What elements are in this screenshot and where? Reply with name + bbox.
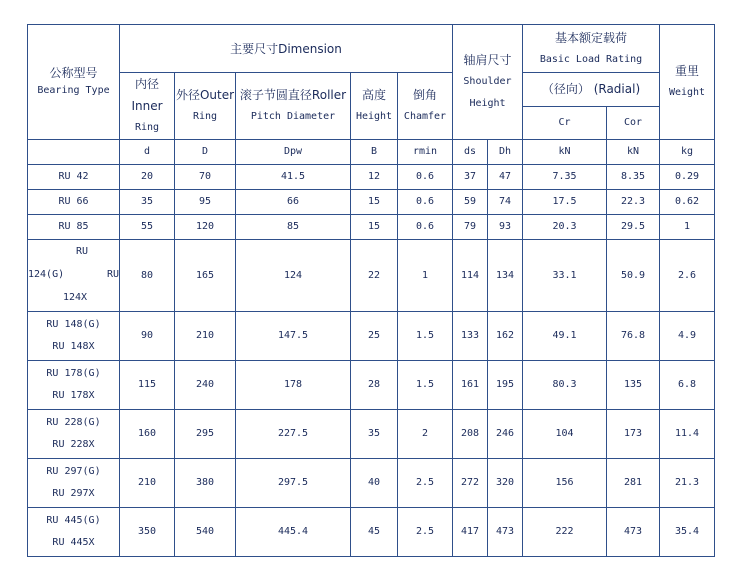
- header-type-zh: 公称型号: [49, 66, 98, 80]
- table-row: [28, 410, 715, 459]
- symbol-cell: Dh: [488, 140, 523, 165]
- value-cell: 80.3: [523, 361, 607, 410]
- value-cell: 2.6: [660, 240, 715, 312]
- header-load-en: Basic Load Rating: [539, 53, 643, 65]
- bearing-type-cell: RU 42: [28, 165, 120, 190]
- value-cell: 281: [607, 459, 660, 508]
- value-cell: 133: [453, 312, 488, 361]
- value-cell: 320: [488, 459, 523, 508]
- value-cell: 165: [175, 240, 236, 312]
- header-radial: （径向） (Radial): [523, 73, 660, 107]
- value-cell: 0.6: [398, 190, 453, 215]
- value-cell: 37: [453, 165, 488, 190]
- value-cell: 104: [523, 410, 607, 459]
- value-cell: 0.29: [660, 165, 715, 190]
- header-chamfer-zh: 倒角: [412, 88, 437, 102]
- value-cell: 115: [120, 361, 175, 410]
- bearing-type-line: RU: [76, 246, 89, 257]
- header-shoulder-en2: Height: [469, 98, 506, 109]
- value-cell: 15: [351, 215, 398, 240]
- header-inner-bottom: Ring: [134, 122, 160, 133]
- header-shoulder-en1: Shoulder: [463, 76, 512, 87]
- value-cell: 473: [488, 508, 523, 557]
- value-cell: 7.35: [523, 165, 607, 190]
- header-shoulder: [453, 25, 523, 140]
- value-cell: 28: [351, 361, 398, 410]
- value-cell: 0.62: [660, 190, 715, 215]
- value-cell: 40: [351, 459, 398, 508]
- bearing-type-line: RU 178(G): [46, 368, 101, 379]
- value-cell: 156: [523, 459, 607, 508]
- header-outer-bottom: Ring: [192, 111, 218, 122]
- bearing-type-cell: [28, 459, 120, 508]
- value-cell: 47: [488, 165, 523, 190]
- value-cell: 272: [453, 459, 488, 508]
- header-weight-en: Weight: [668, 87, 706, 98]
- value-cell: 295: [175, 410, 236, 459]
- header-pitch-top: 滚子节圆直径Roller: [239, 88, 347, 102]
- symbol-cell: rmin: [398, 140, 453, 165]
- bearing-type-cell: RU 85: [28, 215, 120, 240]
- value-cell: 350: [120, 508, 175, 557]
- value-cell: 22.3: [607, 190, 660, 215]
- bearing-type-line: RU 297X: [52, 488, 95, 499]
- value-cell: 79: [453, 215, 488, 240]
- value-cell: 35: [351, 410, 398, 459]
- value-cell: 20.3: [523, 215, 607, 240]
- value-cell: 70: [175, 165, 236, 190]
- bearing-type-line: RU 228X: [52, 439, 95, 450]
- value-cell: 6.8: [660, 361, 715, 410]
- bearing-type-cell: [28, 410, 120, 459]
- header-shoulder-zh: 轴肩尺寸: [463, 53, 512, 67]
- table-row: [28, 190, 715, 215]
- value-cell: 147.5: [236, 312, 351, 361]
- value-cell: 12: [351, 165, 398, 190]
- value-cell: 162: [488, 312, 523, 361]
- value-cell: 445.4: [236, 508, 351, 557]
- value-cell: 160: [120, 410, 175, 459]
- header-chamfer: [398, 73, 453, 140]
- bearing-type-line: 124(G): [28, 269, 65, 280]
- bearing-type-line: RU 445(G): [46, 515, 101, 526]
- value-cell: 297.5: [236, 459, 351, 508]
- symbol-cell: Dpw: [236, 140, 351, 165]
- header-type-en: Bearing Type: [37, 85, 110, 96]
- bearing-type-line: RU 148X: [52, 341, 95, 352]
- value-cell: 195: [488, 361, 523, 410]
- header-outer-ring: [175, 73, 236, 140]
- symbol-cell: kg: [660, 140, 715, 165]
- value-cell: 8.35: [607, 165, 660, 190]
- value-cell: 1: [398, 240, 453, 312]
- value-cell: 93: [488, 215, 523, 240]
- header-outer-top: 外径Outer: [175, 88, 235, 102]
- value-cell: 85: [236, 215, 351, 240]
- value-cell: 135: [607, 361, 660, 410]
- bearing-spec-table: [27, 24, 715, 557]
- value-cell: 178: [236, 361, 351, 410]
- value-cell: 11.4: [660, 410, 715, 459]
- value-cell: 210: [175, 312, 236, 361]
- value-cell: 45: [351, 508, 398, 557]
- value-cell: 66: [236, 190, 351, 215]
- value-cell: 55: [120, 215, 175, 240]
- table-row: [28, 312, 715, 361]
- bearing-type-line: 124X: [63, 292, 88, 303]
- value-cell: 35.4: [660, 508, 715, 557]
- value-cell: 25: [351, 312, 398, 361]
- header-inner-ring: [120, 73, 175, 140]
- value-cell: 134: [488, 240, 523, 312]
- value-cell: 15: [351, 190, 398, 215]
- header-load-rating: [523, 25, 660, 73]
- symbol-row: [28, 140, 715, 165]
- table-row: [28, 165, 715, 190]
- value-cell: 20: [120, 165, 175, 190]
- bearing-type-line: RU 445X: [52, 537, 95, 548]
- value-cell: 222: [523, 508, 607, 557]
- header-weight-zh: 重里: [674, 64, 699, 78]
- value-cell: 49.1: [523, 312, 607, 361]
- value-cell: 22: [351, 240, 398, 312]
- value-cell: 0.6: [398, 215, 453, 240]
- bearing-type-cell: [28, 240, 120, 312]
- value-cell: 95: [175, 190, 236, 215]
- value-cell: 80: [120, 240, 175, 312]
- symbol-cell-empty: [28, 140, 120, 165]
- value-cell: 114: [453, 240, 488, 312]
- value-cell: 59: [453, 190, 488, 215]
- header-inner-top: 内径Inner: [131, 77, 163, 113]
- bearing-type-line: RU: [106, 269, 119, 280]
- value-cell: 2: [398, 410, 453, 459]
- value-cell: 1: [660, 215, 715, 240]
- value-cell: 29.5: [607, 215, 660, 240]
- value-cell: 124: [236, 240, 351, 312]
- value-cell: 161: [453, 361, 488, 410]
- header-height-en: Height: [355, 111, 393, 122]
- header-bearing-type: [28, 25, 120, 140]
- value-cell: 2.5: [398, 508, 453, 557]
- value-cell: 76.8: [607, 312, 660, 361]
- symbol-cell: d: [120, 140, 175, 165]
- value-cell: 4.9: [660, 312, 715, 361]
- header-height: [351, 73, 398, 140]
- symbol-cell: kN: [607, 140, 660, 165]
- value-cell: 380: [175, 459, 236, 508]
- value-cell: 21.3: [660, 459, 715, 508]
- value-cell: 50.9: [607, 240, 660, 312]
- header-pitch-diameter: [236, 73, 351, 140]
- value-cell: 473: [607, 508, 660, 557]
- value-cell: 120: [175, 215, 236, 240]
- value-cell: 17.5: [523, 190, 607, 215]
- header-chamfer-en: Chamfer: [403, 111, 447, 122]
- bearing-type-line: RU 228(G): [46, 417, 101, 428]
- value-cell: 74: [488, 190, 523, 215]
- symbol-cell: kN: [523, 140, 607, 165]
- symbol-cell: ds: [453, 140, 488, 165]
- value-cell: 35: [120, 190, 175, 215]
- header-cor: Cor: [607, 106, 660, 140]
- header-load-zh: 基本额定载荷: [554, 30, 627, 45]
- bearing-type-cell: RU 66: [28, 190, 120, 215]
- value-cell: 90: [120, 312, 175, 361]
- value-cell: 41.5: [236, 165, 351, 190]
- header-dimension: 主要尺寸Dimension: [120, 25, 453, 73]
- table-row: [28, 240, 715, 312]
- value-cell: 208: [453, 410, 488, 459]
- header-height-zh: 高度: [361, 88, 386, 102]
- value-cell: 2.5: [398, 459, 453, 508]
- bearing-type-cell: [28, 361, 120, 410]
- bearing-type-line: RU 148(G): [46, 319, 101, 330]
- symbol-cell: B: [351, 140, 398, 165]
- table-row: [28, 459, 715, 508]
- value-cell: 1.5: [398, 312, 453, 361]
- table-row: [28, 508, 715, 557]
- bearing-type-cell: [28, 508, 120, 557]
- bearing-type-line: RU 178X: [52, 390, 95, 401]
- value-cell: 33.1: [523, 240, 607, 312]
- value-cell: 0.6: [398, 165, 453, 190]
- value-cell: 173: [607, 410, 660, 459]
- value-cell: 540: [175, 508, 236, 557]
- value-cell: 417: [453, 508, 488, 557]
- value-cell: 240: [175, 361, 236, 410]
- bearing-type-cell: [28, 312, 120, 361]
- value-cell: 246: [488, 410, 523, 459]
- value-cell: 1.5: [398, 361, 453, 410]
- table-row: [28, 361, 715, 410]
- header-pitch-bottom: Pitch Diameter: [250, 111, 336, 122]
- header-weight: [660, 25, 715, 140]
- bearing-type-line: RU 297(G): [46, 466, 101, 477]
- value-cell: 227.5: [236, 410, 351, 459]
- value-cell: 210: [120, 459, 175, 508]
- table-row: [28, 215, 715, 240]
- symbol-cell: D: [175, 140, 236, 165]
- header-cr: Cr: [523, 106, 607, 140]
